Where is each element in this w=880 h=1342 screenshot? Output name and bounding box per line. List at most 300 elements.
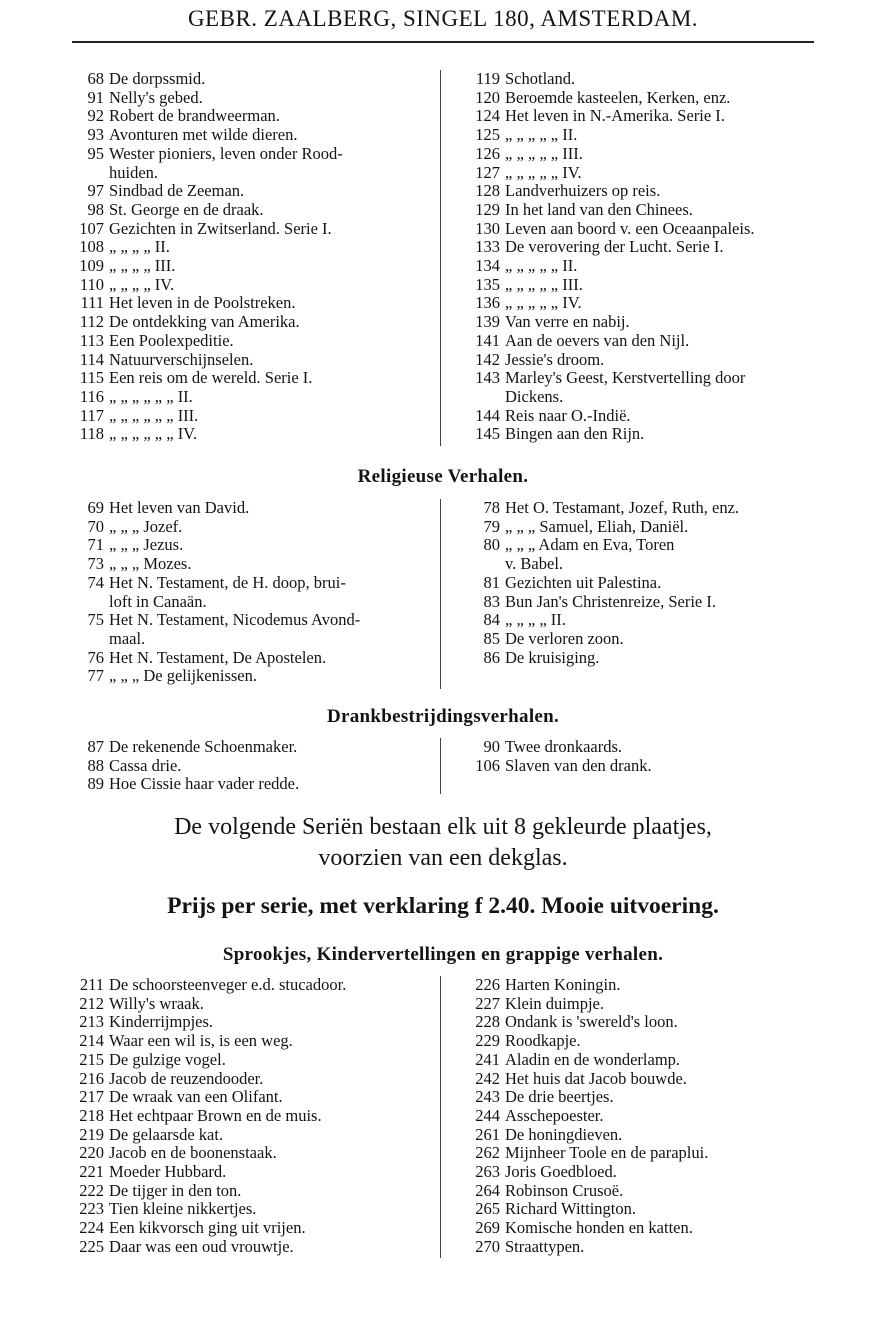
item-number: 68 bbox=[87, 69, 104, 88]
item-number: 69 bbox=[87, 498, 104, 517]
item-number: 213 bbox=[79, 1012, 104, 1032]
item-number: 220 bbox=[79, 1143, 104, 1163]
item-number: 118 bbox=[79, 424, 104, 444]
item-number: 89 bbox=[87, 774, 104, 794]
item-title: „ „ „ „ II. bbox=[109, 237, 170, 257]
list-item bbox=[72, 976, 412, 995]
item-number: 77 bbox=[87, 666, 104, 686]
item-number: 229 bbox=[475, 1031, 500, 1051]
item-title: Tien kleine nikkertjes. bbox=[109, 1199, 257, 1219]
item-title: huiden. bbox=[109, 162, 159, 182]
item-number: 218 bbox=[79, 1105, 104, 1125]
item-number: 93 bbox=[87, 125, 104, 145]
list-item bbox=[468, 1051, 814, 1070]
item-title: v. Babel. bbox=[505, 554, 564, 574]
item-number: 142 bbox=[475, 349, 500, 369]
item-number: 244 bbox=[475, 1105, 500, 1125]
item-number: 217 bbox=[79, 1087, 104, 1107]
left-column bbox=[72, 738, 412, 794]
list-item bbox=[72, 145, 412, 164]
item-title: Ondank is 'swereld's loon. bbox=[505, 1012, 678, 1032]
item-title: „ „ „ De gelijkenissen. bbox=[109, 666, 257, 686]
item-number: 78 bbox=[483, 498, 500, 517]
list-item bbox=[72, 182, 412, 201]
item-number: 115 bbox=[79, 368, 104, 388]
list-item bbox=[468, 555, 814, 574]
list-item bbox=[468, 145, 814, 164]
item-title: Het leven in de Poolstreken. bbox=[109, 293, 296, 313]
item-title: „ „ „ „ III. bbox=[109, 256, 176, 276]
item-number: 71 bbox=[87, 535, 104, 555]
list-item bbox=[72, 536, 412, 555]
list-item bbox=[72, 499, 412, 518]
list-item bbox=[468, 407, 814, 426]
list-item bbox=[468, 757, 814, 776]
list-item bbox=[72, 388, 412, 407]
item-number bbox=[72, 593, 109, 612]
item-title: Beroemde kasteelen, Kerken, enz. bbox=[505, 87, 731, 107]
list-item bbox=[468, 369, 814, 388]
item-title: De kruisiging. bbox=[505, 647, 600, 667]
item-title: Jacob de reuzendooder. bbox=[109, 1068, 264, 1088]
list-item bbox=[468, 611, 814, 630]
item-number: 141 bbox=[475, 330, 500, 350]
item-number: 144 bbox=[475, 405, 500, 425]
list-item bbox=[468, 313, 814, 332]
series-notice-line-2: voorzien van een dekglas. bbox=[318, 845, 568, 871]
list-item bbox=[72, 294, 412, 313]
item-title: Avonturen met wilde dieren. bbox=[109, 125, 298, 145]
item-title: Robert de brandweerman. bbox=[109, 106, 280, 126]
item-number: 85 bbox=[483, 628, 500, 648]
item-number: 87 bbox=[87, 737, 104, 756]
item-title: „ „ „ „ „ „ II. bbox=[109, 386, 193, 406]
item-number bbox=[468, 388, 505, 407]
item-title: Reis naar O.-Indië. bbox=[505, 405, 631, 425]
list-item bbox=[468, 238, 814, 257]
list-item bbox=[468, 630, 814, 649]
list-item bbox=[72, 1144, 412, 1163]
series-notice-line-1: De volgende Seriën bestaan elk uit 8 gekleurde plaatjes, bbox=[174, 814, 712, 840]
item-title: Gezichten uit Palestina. bbox=[505, 572, 662, 592]
item-number: 128 bbox=[475, 181, 500, 201]
list-item bbox=[72, 220, 412, 239]
item-number: 83 bbox=[483, 591, 500, 611]
item-number: 109 bbox=[79, 256, 104, 276]
list-item bbox=[468, 1032, 814, 1051]
item-number: 214 bbox=[79, 1031, 104, 1051]
item-title: „ „ „ „ IV. bbox=[109, 274, 175, 294]
section-title-drankbestrijding: Drankbestrijdingsverhalen. bbox=[326, 706, 560, 727]
item-number: 116 bbox=[79, 386, 104, 406]
list-item bbox=[468, 164, 814, 183]
item-title: De dorpssmid. bbox=[109, 69, 206, 88]
item-title: De honingdieven. bbox=[505, 1124, 623, 1144]
item-title: „ „ „ „ „ „ III. bbox=[109, 405, 199, 425]
item-title: „ „ „ „ „ III. bbox=[505, 274, 583, 294]
section-sprookjes-list bbox=[72, 976, 814, 1266]
item-title: Bun Jan's Christenreize, Serie I. bbox=[505, 591, 717, 611]
item-number: 227 bbox=[475, 993, 500, 1013]
header-rule bbox=[72, 41, 814, 43]
list-item bbox=[72, 775, 412, 794]
item-number: 124 bbox=[475, 106, 500, 126]
item-title: Kinderrijmpjes. bbox=[109, 1012, 214, 1032]
item-title: Jessie's droom. bbox=[505, 349, 605, 369]
list-item bbox=[468, 499, 814, 518]
item-number: 223 bbox=[79, 1199, 104, 1219]
price-line: Prijs per serie, met verklaring f 2.40. Mooie uitvoering. bbox=[167, 893, 719, 919]
item-title: Het leven van David. bbox=[109, 498, 250, 517]
list-item bbox=[468, 294, 814, 313]
list-item bbox=[468, 332, 814, 351]
list-item bbox=[468, 107, 814, 126]
item-title: „ „ „ Samuel, Eliah, Daniël. bbox=[505, 516, 689, 536]
list-item bbox=[72, 425, 412, 444]
item-number: 243 bbox=[475, 1087, 500, 1107]
item-number: 92 bbox=[87, 106, 104, 126]
item-number bbox=[72, 164, 109, 183]
item-title: Moeder Hubbard. bbox=[109, 1162, 227, 1182]
item-title: Jacob en de boonenstaak. bbox=[109, 1143, 277, 1163]
page-header: GEBR. ZAALBERG, SINGEL 180, AMSTERDAM. bbox=[187, 6, 699, 31]
list-item bbox=[72, 257, 412, 276]
item-number: 130 bbox=[475, 218, 500, 238]
item-title: St. George en de draak. bbox=[109, 199, 264, 219]
item-number: 222 bbox=[79, 1180, 104, 1200]
item-title: Het N. Testament, De Apostelen. bbox=[109, 647, 327, 667]
list-item bbox=[72, 238, 412, 257]
item-number: 117 bbox=[79, 405, 104, 425]
list-item bbox=[468, 1200, 814, 1219]
item-number: 129 bbox=[475, 199, 500, 219]
item-number: 70 bbox=[87, 516, 104, 536]
item-title: Klein duimpje. bbox=[505, 993, 604, 1013]
list-item bbox=[468, 182, 814, 201]
list-item bbox=[468, 518, 814, 537]
list-item bbox=[72, 164, 412, 183]
item-title: Leven aan boord v. een Oceaanpaleis. bbox=[505, 218, 755, 238]
item-number bbox=[468, 555, 505, 574]
item-title: Willy's wraak. bbox=[109, 993, 204, 1013]
item-number: 145 bbox=[475, 424, 500, 444]
list-item bbox=[468, 649, 814, 668]
item-title: De drie beertjes. bbox=[505, 1087, 614, 1107]
item-title: Sindbad de Zeeman. bbox=[109, 181, 245, 201]
item-title: In het land van den Chinees. bbox=[505, 199, 693, 219]
item-title: „ „ „ „ II. bbox=[505, 610, 566, 630]
item-number: 91 bbox=[87, 87, 104, 107]
item-number: 270 bbox=[475, 1236, 500, 1256]
item-number: 139 bbox=[475, 312, 500, 332]
item-title: „ „ „ Jozef. bbox=[109, 516, 183, 536]
item-title: Aladin en de wonderlamp. bbox=[505, 1049, 681, 1069]
right-column bbox=[468, 70, 814, 444]
column-divider bbox=[440, 70, 441, 446]
list-item bbox=[72, 1051, 412, 1070]
item-number: 212 bbox=[79, 993, 104, 1013]
item-number: 126 bbox=[475, 143, 500, 163]
item-title: De gelaarsde kat. bbox=[109, 1124, 224, 1144]
list-item bbox=[468, 351, 814, 370]
item-title: „ „ „ „ „ IV. bbox=[505, 293, 582, 313]
list-item bbox=[468, 425, 814, 444]
item-number: 136 bbox=[475, 293, 500, 313]
item-title: Natuurverschijnselen. bbox=[109, 349, 254, 369]
list-item bbox=[468, 1144, 814, 1163]
list-item bbox=[72, 1163, 412, 1182]
item-title: Gezichten in Zwitserland. Serie I. bbox=[109, 218, 332, 238]
item-title: Asschepoester. bbox=[505, 1105, 604, 1125]
item-title: Harten Koningin. bbox=[505, 975, 621, 994]
list-item bbox=[72, 738, 412, 757]
list-item bbox=[72, 1238, 412, 1257]
item-number: 127 bbox=[475, 162, 500, 182]
item-number: 81 bbox=[483, 572, 500, 592]
item-title: Het N. Testament, Nicodemus Avond- bbox=[109, 610, 361, 630]
item-number: 269 bbox=[475, 1218, 500, 1238]
list-item bbox=[468, 1238, 814, 1257]
item-title: Een reis om de wereld. Serie I. bbox=[109, 368, 313, 388]
item-number: 241 bbox=[475, 1049, 500, 1069]
item-title: Robinson Crusoë. bbox=[505, 1180, 624, 1200]
section-drankbestrijding-list bbox=[72, 738, 814, 798]
item-title: loft in Canaän. bbox=[109, 591, 207, 611]
item-title: „ „ „ „ „ III. bbox=[505, 143, 583, 163]
item-title: Joris Goedbloed. bbox=[505, 1162, 617, 1182]
item-title: Hoe Cissie haar vader redde. bbox=[109, 774, 300, 794]
list-item bbox=[468, 1107, 814, 1126]
item-title: Het O. Testamant, Jozef, Ruth, enz. bbox=[505, 498, 740, 517]
item-title: Het leven in N.-Amerika. Serie I. bbox=[505, 106, 725, 126]
list-item bbox=[72, 201, 412, 220]
list-item bbox=[468, 1163, 814, 1182]
left-column bbox=[72, 499, 412, 686]
item-title: Twee dronkaards. bbox=[505, 737, 623, 756]
item-number: 221 bbox=[79, 1162, 104, 1182]
item-number: 88 bbox=[87, 755, 104, 775]
item-title: Het huis dat Jacob bouwde. bbox=[505, 1068, 687, 1088]
list-item bbox=[72, 1200, 412, 1219]
left-column bbox=[72, 976, 412, 1257]
item-number: 215 bbox=[79, 1049, 104, 1069]
item-title: „ „ „ Mozes. bbox=[109, 554, 192, 574]
item-number: 119 bbox=[475, 69, 500, 88]
list-item bbox=[72, 1032, 412, 1051]
item-title: „ „ „ Adam en Eva, Toren bbox=[505, 535, 675, 555]
item-number: 265 bbox=[475, 1199, 500, 1219]
item-number: 76 bbox=[87, 647, 104, 667]
item-number: 134 bbox=[475, 256, 500, 276]
item-title: „ „ „ „ „ IV. bbox=[505, 162, 582, 182]
item-number: 97 bbox=[87, 181, 104, 201]
item-title: De wraak van een Olifant. bbox=[109, 1087, 283, 1107]
list-item bbox=[468, 976, 814, 995]
item-number: 110 bbox=[79, 274, 104, 294]
right-column bbox=[468, 499, 814, 667]
list-item bbox=[468, 276, 814, 295]
list-item bbox=[72, 407, 412, 426]
item-title: Slaven van den drank. bbox=[505, 755, 652, 775]
list-item bbox=[468, 220, 814, 239]
item-number: 135 bbox=[475, 274, 500, 294]
item-title: Cassa drie. bbox=[109, 755, 182, 775]
list-item bbox=[72, 351, 412, 370]
list-item bbox=[72, 276, 412, 295]
list-item bbox=[72, 574, 412, 593]
list-item bbox=[72, 1182, 412, 1201]
list-item bbox=[468, 257, 814, 276]
item-title: De gulzige vogel. bbox=[109, 1049, 226, 1069]
list-item bbox=[72, 89, 412, 108]
item-title: De rekenende Schoenmaker. bbox=[109, 737, 298, 756]
item-title: maal. bbox=[109, 628, 146, 648]
list-item bbox=[468, 1070, 814, 1089]
list-item bbox=[468, 1219, 814, 1238]
item-number: 143 bbox=[475, 368, 500, 388]
item-number: 216 bbox=[79, 1068, 104, 1088]
column-divider bbox=[440, 738, 441, 794]
list-item bbox=[72, 1219, 412, 1238]
item-title: Aan de oevers van den Nijl. bbox=[505, 330, 690, 350]
list-item bbox=[72, 611, 412, 630]
item-title: „ „ „ „ „ II. bbox=[505, 125, 578, 145]
item-number: 263 bbox=[475, 1162, 500, 1182]
item-number: 84 bbox=[483, 610, 500, 630]
item-title: Het N. Testament, de H. doop, brui- bbox=[109, 572, 346, 592]
item-number: 107 bbox=[79, 218, 104, 238]
item-number: 108 bbox=[79, 237, 104, 257]
item-title: Marley's Geest, Kerstvertelling door bbox=[505, 368, 746, 388]
item-number: 226 bbox=[475, 975, 500, 994]
list-item bbox=[72, 593, 412, 612]
list-item bbox=[468, 1013, 814, 1032]
item-title: Wester pioniers, leven onder Rood- bbox=[109, 143, 343, 163]
list-item bbox=[468, 1126, 814, 1145]
column-divider bbox=[440, 499, 441, 689]
list-item bbox=[72, 630, 412, 649]
item-title: „ „ „ „ „ „ IV. bbox=[109, 424, 198, 444]
item-title: Een kikvorsch ging uit vrijen. bbox=[109, 1218, 306, 1238]
item-title: De verovering der Lucht. Serie I. bbox=[505, 237, 724, 257]
list-item bbox=[72, 1126, 412, 1145]
item-number: 113 bbox=[79, 330, 104, 350]
item-title: Richard Wittington. bbox=[505, 1199, 637, 1219]
item-number: 75 bbox=[87, 610, 104, 630]
list-item bbox=[72, 1107, 412, 1126]
list-item bbox=[468, 593, 814, 612]
list-item bbox=[468, 126, 814, 145]
list-item bbox=[72, 649, 412, 668]
section-religieuse-list bbox=[72, 499, 814, 691]
left-column bbox=[72, 70, 412, 444]
section-title-sprookjes: Sprookjes, Kindervertellingen en grappige verhalen. bbox=[222, 944, 664, 965]
item-title: Roodkapje. bbox=[505, 1031, 581, 1051]
list-item bbox=[468, 388, 814, 407]
item-number: 79 bbox=[483, 516, 500, 536]
list-item bbox=[468, 574, 814, 593]
list-item bbox=[72, 369, 412, 388]
item-number: 219 bbox=[79, 1124, 104, 1144]
list-item bbox=[72, 667, 412, 686]
item-title: Nelly's gebed. bbox=[109, 87, 203, 107]
item-number: 114 bbox=[79, 349, 104, 369]
item-number: 120 bbox=[475, 87, 500, 107]
list-item bbox=[72, 1088, 412, 1107]
item-number: 261 bbox=[475, 1124, 500, 1144]
item-title: Het echtpaar Brown en de muis. bbox=[109, 1105, 322, 1125]
list-item bbox=[468, 89, 814, 108]
item-title: Dickens. bbox=[505, 386, 564, 406]
item-title: Mijnheer Toole en de paraplui. bbox=[505, 1143, 709, 1163]
item-number: 125 bbox=[475, 125, 500, 145]
item-number: 98 bbox=[87, 199, 104, 219]
item-number: 211 bbox=[79, 975, 104, 994]
item-number: 242 bbox=[475, 1068, 500, 1088]
list-item bbox=[72, 313, 412, 332]
item-title: Van verre en nabij. bbox=[505, 312, 630, 332]
list-item bbox=[468, 995, 814, 1014]
list-item bbox=[72, 332, 412, 351]
column-divider bbox=[440, 976, 441, 1258]
item-title: De verloren zoon. bbox=[505, 628, 624, 648]
item-title: „ „ „ Jezus. bbox=[109, 535, 184, 555]
list-item bbox=[72, 107, 412, 126]
item-number: 112 bbox=[79, 312, 104, 332]
item-title: Waar een wil is, is een weg. bbox=[109, 1031, 293, 1051]
item-number bbox=[72, 630, 109, 649]
list-item bbox=[468, 1182, 814, 1201]
item-number: 86 bbox=[483, 647, 500, 667]
list-item bbox=[72, 1070, 412, 1089]
item-title: Straattypen. bbox=[505, 1236, 585, 1256]
item-number: 80 bbox=[483, 535, 500, 555]
list-item bbox=[72, 1013, 412, 1032]
item-number: 264 bbox=[475, 1180, 500, 1200]
list-item bbox=[468, 70, 814, 89]
item-number: 106 bbox=[475, 755, 500, 775]
list-item bbox=[72, 757, 412, 776]
item-title: Landverhuizers op reis. bbox=[505, 181, 661, 201]
item-number: 111 bbox=[80, 293, 104, 313]
item-number: 95 bbox=[87, 143, 104, 163]
item-title: De tijger in den ton. bbox=[109, 1180, 242, 1200]
list-item bbox=[72, 518, 412, 537]
item-title: Een Poolexpeditie. bbox=[109, 330, 234, 350]
item-number: 228 bbox=[475, 1012, 500, 1032]
list-item bbox=[72, 555, 412, 574]
item-number: 225 bbox=[79, 1236, 104, 1256]
item-title: De ontdekking van Amerika. bbox=[109, 312, 300, 332]
list-item bbox=[468, 1088, 814, 1107]
item-title: Komische honden en katten. bbox=[505, 1218, 693, 1238]
section-title-religieuse: Religieuse Verhalen. bbox=[357, 466, 529, 487]
item-title: Bingen aan den Rijn. bbox=[505, 424, 645, 444]
item-number: 73 bbox=[87, 554, 104, 574]
item-number: 262 bbox=[475, 1143, 500, 1163]
item-title: „ „ „ „ „ II. bbox=[505, 256, 578, 276]
item-title: Daar was een oud vrouwtje. bbox=[109, 1236, 294, 1256]
list-item bbox=[468, 738, 814, 757]
right-column bbox=[468, 976, 814, 1257]
section-general-list bbox=[72, 70, 814, 450]
list-item bbox=[468, 536, 814, 555]
item-number: 90 bbox=[483, 737, 500, 756]
item-number: 133 bbox=[475, 237, 500, 257]
list-item bbox=[72, 995, 412, 1014]
item-title: Schotland. bbox=[505, 69, 576, 88]
list-item bbox=[468, 201, 814, 220]
